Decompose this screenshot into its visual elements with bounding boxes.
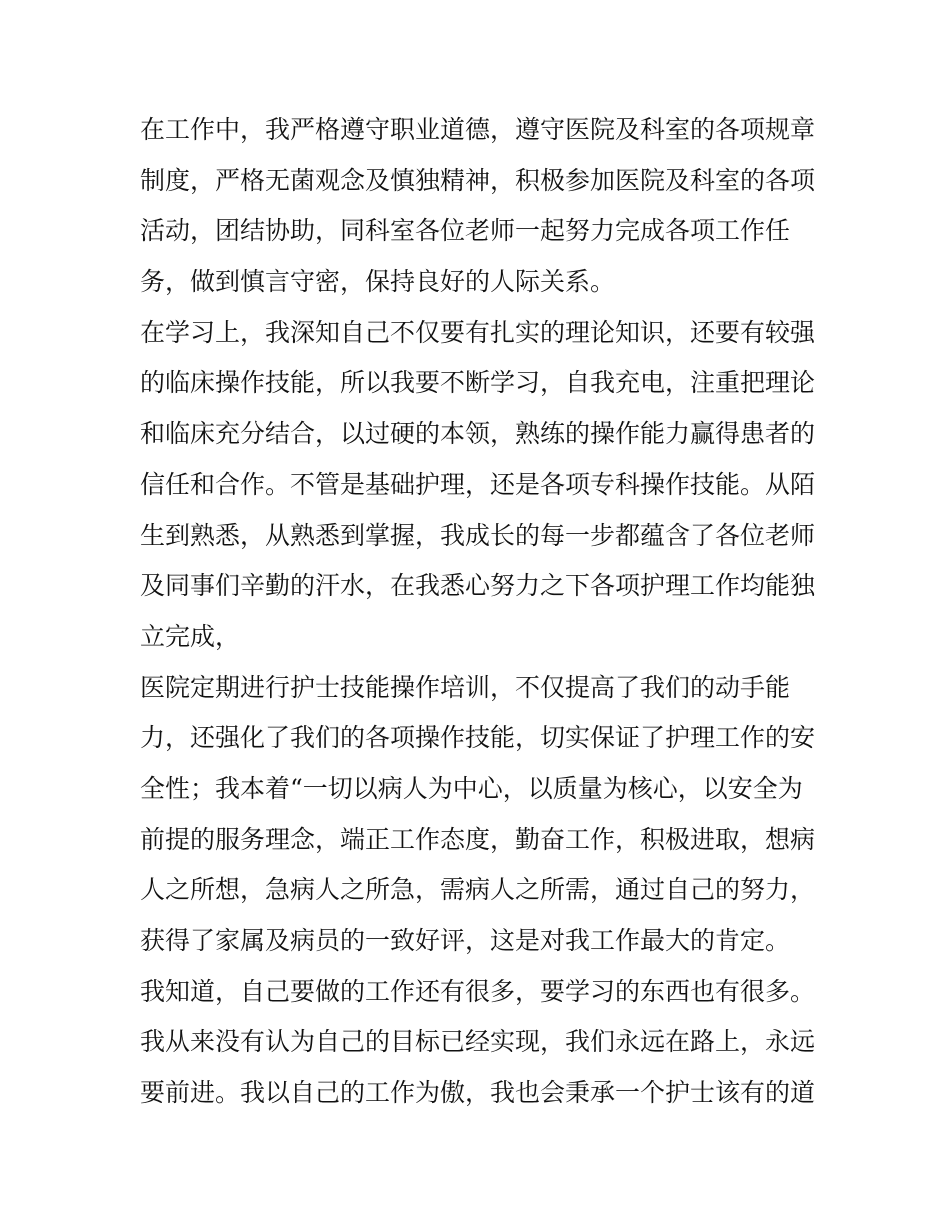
text-line: 医院定期进行护士技能操作培训，不仅提高了我们的动手能 <box>140 672 791 702</box>
text-line: 信任和合作。不管是基础护理，还是各项专科操作技能。从陌 <box>140 469 816 499</box>
text-line: 制度，严格无菌观念及慎独精神，积极参加医院及科室的各项 <box>140 165 816 195</box>
text-line: 务，做到慎言守密，保持良好的人际关系。 <box>140 267 616 297</box>
text-line: 立完成， <box>140 621 241 651</box>
text-line: 及同事们辛勤的汗水，在我悉心努力之下各项护理工作均能独 <box>140 571 816 601</box>
text-line: 的临床操作技能，所以我要不断学习，自我充电，注重把理论 <box>140 368 816 398</box>
body-text <box>140 105 840 1119</box>
text-line: 在学习上，我深知自己不仅要有扎实的理论知识，还要有较强 <box>140 317 816 347</box>
text-line: 我知道，自己要做的工作还有很多，要学习的东西也有很多。 <box>140 976 816 1006</box>
text-line: 全性；我本着“一切以病人为中心，以质量为核心，以安全为 <box>140 773 803 803</box>
text-line: 活动，团结协助，同科室各位老师一起努力完成各项工作任 <box>140 216 791 246</box>
text-line: 生到熟悉，从熟悉到掌握，我成长的每一步都蕴含了各位老师 <box>140 520 816 550</box>
text-line: 要前进。我以自己的工作为傲，我也会秉承一个护士该有的道 <box>140 1078 816 1108</box>
text-line: 力，还强化了我们的各项操作技能，切实保证了护理工作的安 <box>140 723 816 753</box>
text-line: 人之所想，急病人之所急，需病人之所需，通过自己的努力， <box>140 875 816 905</box>
text-line: 前提的服务理念，端正工作态度，勤奋工作，积极进取，想病 <box>140 824 816 854</box>
text-line: 和临床充分结合，以过硬的本领，熟练的操作能力赢得患者的 <box>140 419 816 449</box>
text-line: 在工作中，我严格遵守职业道德，遵守医院及科室的各项规章 <box>140 115 816 144</box>
text-line: 获得了家属及病员的一致好评，这是对我工作最大的肯定。 <box>140 926 791 955</box>
text-line: 我从来没有认为自己的目标已经实现，我们永远在路上，永远 <box>140 1027 816 1057</box>
